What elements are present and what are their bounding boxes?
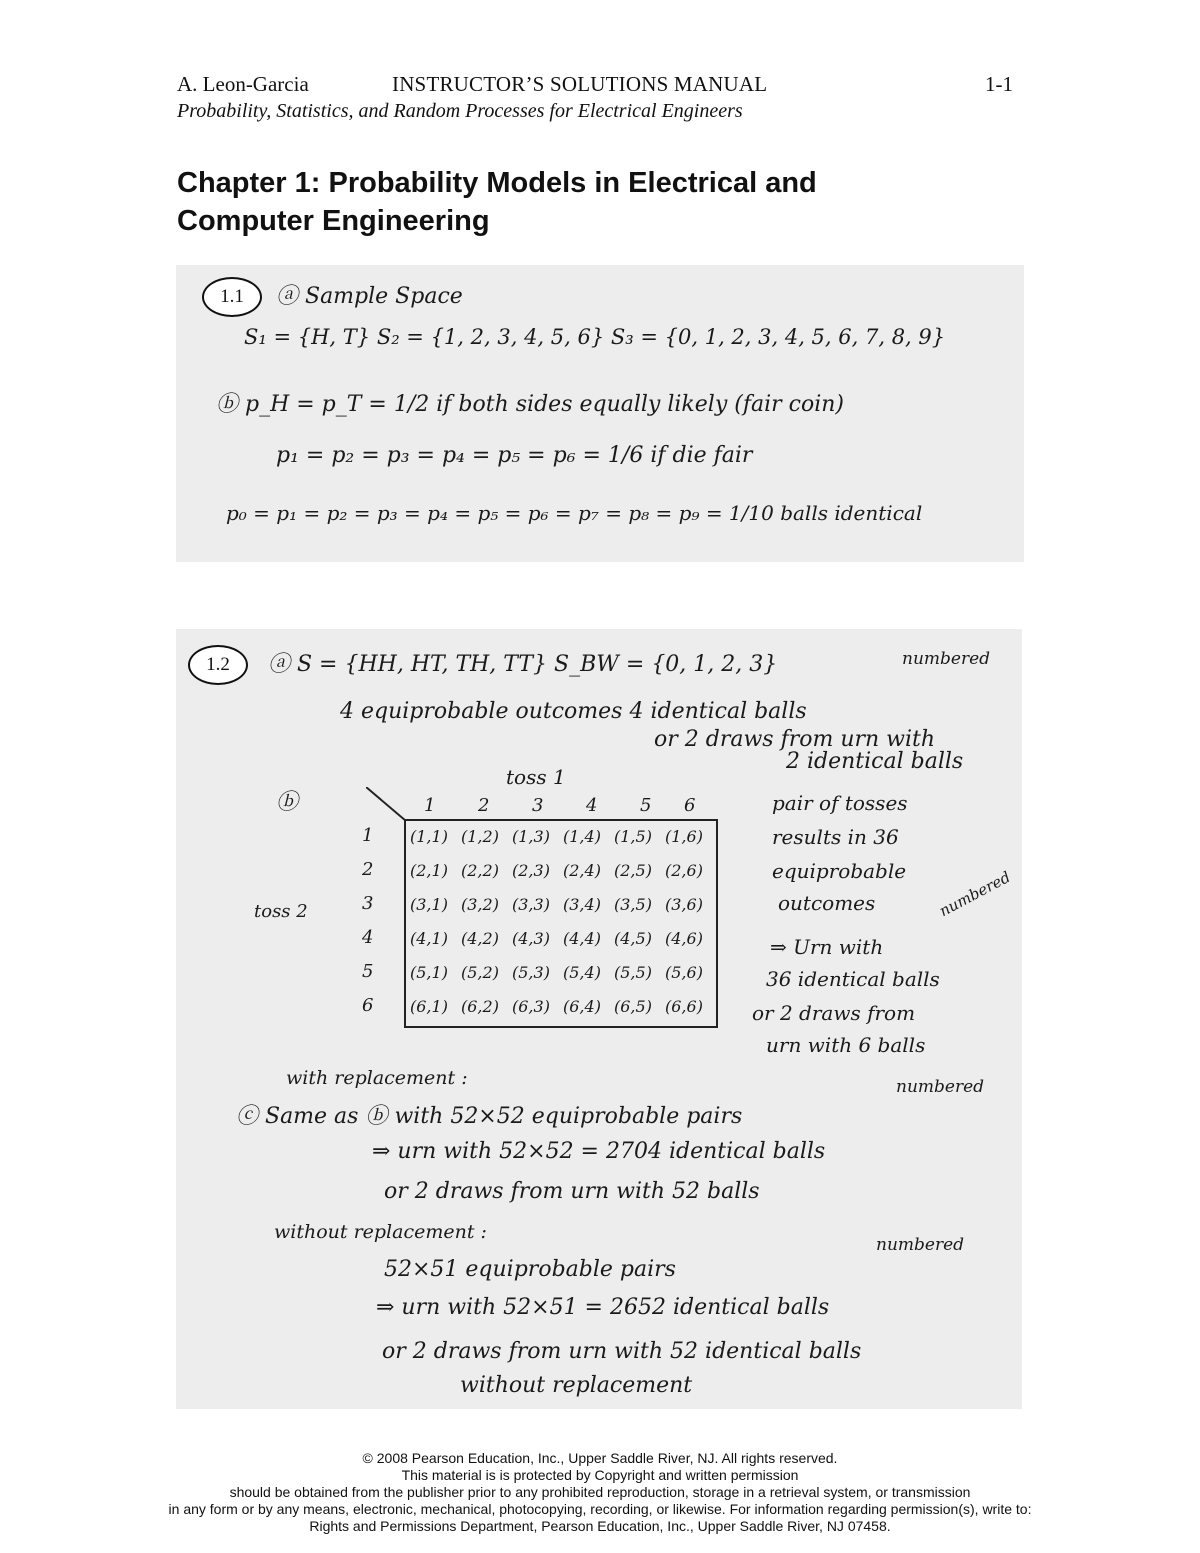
problem-1-2-part-a-line-1: ⓐ S = {HH, HT, TH, TT} S_BW = {0, 1, 2, 3} [268, 652, 778, 677]
grid-column-headers [424, 795, 704, 816]
part-c-numbered-note-2: numbered [876, 1235, 965, 1255]
problem-1-2-part-c-line-7: without replacement [460, 1373, 693, 1398]
grid-cell: (6,6) [665, 997, 703, 1016]
header-book-title: Probability, Statistics, and Random Processes for Electrical Engineers [177, 100, 743, 122]
grid-numbered-note: numbered [936, 867, 1014, 921]
header-page-number: 1-1 [985, 72, 1013, 96]
grid-row-header: 2 [362, 859, 374, 880]
grid-cell: (3,1) [410, 895, 448, 914]
grid-cell: (2,6) [665, 861, 703, 880]
problem-1-2-part-c-line-5: ⇒ urn with 52×51 = 2652 identical balls [376, 1295, 830, 1320]
problem-1-2-numbered-note: numbered [902, 649, 991, 669]
problem-number-badge: 1.2 [188, 645, 248, 685]
footer-line-5: Rights and Permissions Department, Pearson Education, Inc., Upper Saddle River, NJ 07458. [309, 1518, 891, 1534]
grid-cell: (2,3) [512, 861, 550, 880]
problem-1-2-part-c-line-6: or 2 draws from urn with 52 identical balls [382, 1339, 862, 1364]
grid-cell: (1,6) [665, 827, 703, 846]
grid-cell: (3,5) [614, 895, 652, 914]
problem-number-badge: 1.1 [202, 277, 262, 317]
footer-line-1: © 2008 Pearson Education, Inc., Upper Saddle River, NJ. All rights reserved. [362, 1450, 838, 1466]
grid-cell: (6,2) [461, 997, 499, 1016]
footer-line-4: in any form or by any means, electronic, mechanical, photocopying, recording, or likewise. For information regarding permission(s), write to: [168, 1501, 1032, 1517]
grid-note-5: ⇒ Urn with [770, 935, 884, 959]
grid-row-header: 3 [362, 893, 374, 914]
grid-cell: (4,4) [563, 929, 601, 948]
problem-1-2-part-c-line-2: ⇒ urn with 52×52 = 2704 identical balls [372, 1139, 826, 1164]
grid-col-header: 4 [586, 795, 598, 816]
grid-cell: (4,5) [614, 929, 652, 948]
grid-cell: (4,6) [665, 929, 703, 948]
problem-1-2-part-c-line-3: or 2 draws from urn with 52 balls [384, 1179, 760, 1204]
with-replacement-heading: with replacement : [286, 1067, 468, 1089]
grid-note-2: results in 36 [772, 825, 899, 849]
problem-1-1-scan [176, 265, 1024, 562]
problem-1-2-part-a-line-2: 4 equiprobable outcomes 4 identical balls [340, 699, 807, 724]
grid-col-header: 3 [532, 795, 544, 816]
grid-cell: (2,2) [461, 861, 499, 880]
grid-cell: (3,2) [461, 895, 499, 914]
grid-note-1: pair of tosses [772, 791, 908, 815]
grid-cell: (3,6) [665, 895, 703, 914]
grid-note-4: outcomes [778, 891, 876, 915]
grid-cell: (5,4) [563, 963, 601, 982]
chapter-title-line-2: Computer Engineering [177, 205, 490, 237]
part-c-numbered-note-1: numbered [896, 1077, 985, 1097]
grid-col-header: 5 [640, 795, 652, 816]
problem-1-2-part-c-line-4: 52×51 equiprobable pairs [384, 1257, 676, 1282]
grid-note-6: 36 identical balls [766, 967, 940, 991]
grid-cell: (2,4) [563, 861, 601, 880]
grid-cell: (5,5) [614, 963, 652, 982]
grid-row-header: 4 [362, 927, 374, 948]
grid-cell: (1,3) [512, 827, 550, 846]
problem-1-2-part-a-line-4: 2 identical balls [786, 749, 964, 774]
grid-cell: (4,2) [461, 929, 499, 948]
grid-cell: (5,6) [665, 963, 703, 982]
chapter-title-line-1: Chapter 1: Probability Models in Electrical and [177, 167, 817, 199]
grid-cell: (1,4) [563, 827, 601, 846]
header-manual-title: INSTRUCTOR’S SOLUTIONS MANUAL [392, 72, 768, 96]
grid-cell: (3,4) [563, 895, 601, 914]
grid-cell: (5,2) [461, 963, 499, 982]
grid-note-7: or 2 draws from [752, 1001, 916, 1025]
problem-1-2-part-a-line-3: or 2 draws from urn with [654, 727, 936, 752]
without-replacement-heading: without replacement : [274, 1221, 487, 1243]
grid-note-3: equiprobable [772, 859, 907, 883]
header-author: A. Leon-Garcia [177, 72, 309, 96]
grid-cell: (3,3) [512, 895, 550, 914]
problem-1-1-part-a-label: ⓐ Sample Space [276, 284, 463, 309]
grid-col-header: 2 [478, 795, 490, 816]
outcome-grid [404, 819, 718, 1028]
grid-col-header: 1 [424, 795, 436, 816]
problem-1-2-scan [176, 629, 1022, 1409]
grid-cell: (2,5) [614, 861, 652, 880]
grid-cell: (4,3) [512, 929, 550, 948]
problem-1-1-part-b-line-2: p₁ = p₂ = p₃ = p₄ = p₅ = p₆ = 1/6 if die fair [276, 443, 753, 468]
grid-cell: (6,3) [512, 997, 550, 1016]
footer-line-2: This material is is protected by Copyright and written permission [401, 1467, 799, 1483]
problem-1-1-part-b-line-1: ⓑ p_H = p_T = 1/2 if both sides equally likely (fair coin) [216, 392, 844, 417]
problem-1-1-part-b-line-3: p₀ = p₁ = p₂ = p₃ = p₄ = p₅ = p₆ = p₇ = p₈ = p₉ = 1/10 balls identical [226, 501, 923, 525]
grid-cell: (6,5) [614, 997, 652, 1016]
grid-toss-2-label: toss 2 [254, 901, 308, 922]
grid-cell: (6,1) [410, 997, 448, 1016]
problem-1-2-part-c-line-1: ⓒ Same as ⓑ with 52×52 equiprobable pairs [236, 1104, 743, 1129]
grid-toss-1-label: toss 1 [506, 765, 566, 789]
grid-cell: (1,2) [461, 827, 499, 846]
copyright-footer [0, 1450, 1200, 1535]
grid-row-header: 6 [362, 995, 374, 1016]
grid-row-header: 5 [362, 961, 374, 982]
grid-cell: (6,4) [563, 997, 601, 1016]
grid-note-8: urn with 6 balls [766, 1033, 926, 1057]
grid-cell: (1,1) [410, 827, 448, 846]
grid-row-header: 1 [362, 825, 374, 846]
grid-cell: (4,1) [410, 929, 448, 948]
grid-col-header: 6 [684, 795, 696, 816]
grid-cell: (5,1) [410, 963, 448, 982]
grid-cell: (2,1) [410, 861, 448, 880]
grid-cell: (1,5) [614, 827, 652, 846]
footer-line-3: should be obtained from the publisher prior to any prohibited reproduction, storage in a retrieval system, or transmission [229, 1484, 971, 1500]
problem-1-2-part-b-label: ⓑ [276, 790, 299, 815]
chapter-title [177, 164, 937, 240]
grid-cell: (5,3) [512, 963, 550, 982]
problem-1-1-sample-spaces: S₁ = {H, T} S₂ = {1, 2, 3, 4, 5, 6} S₃ = {0, 1, 2, 3, 4, 5, 6, 7, 8, 9} [244, 325, 946, 349]
